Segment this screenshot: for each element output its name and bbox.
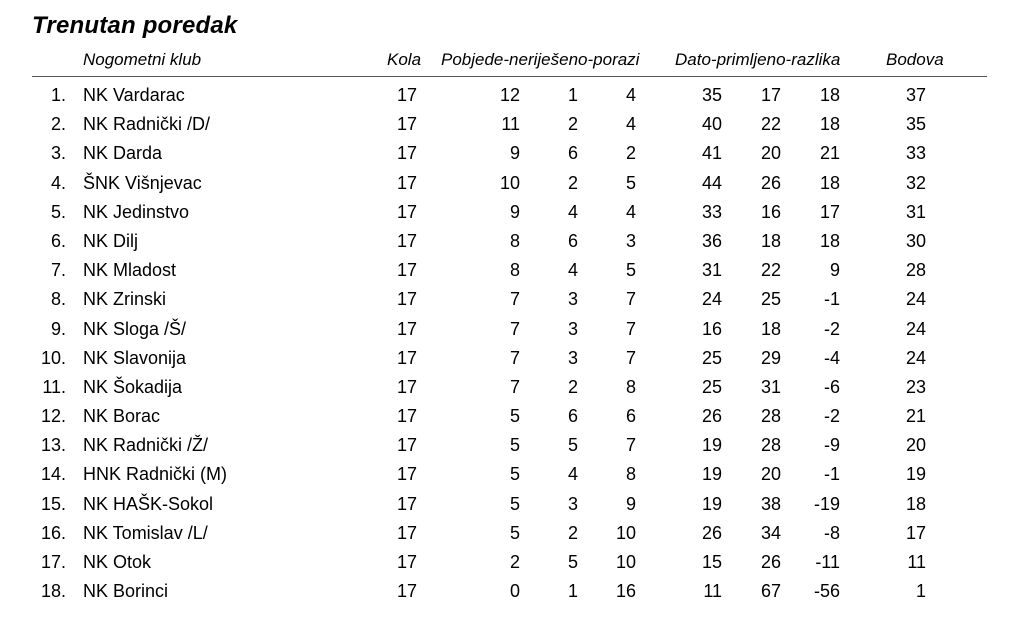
goals-against-cell: 28 xyxy=(760,406,781,427)
wins-cell: 8 xyxy=(509,260,520,281)
losses-cell: 10 xyxy=(615,552,636,572)
club-name-cell: NK Slavonija xyxy=(83,347,187,368)
wins-cell: 5 xyxy=(509,522,520,543)
goal-difference-cell: -2 xyxy=(823,406,840,427)
losses-cell: 5 xyxy=(625,172,636,193)
header-club: Nogometni klub xyxy=(83,50,202,69)
wins-cell: 10 xyxy=(499,172,520,193)
table-row xyxy=(0,548,1030,577)
goals-against-cell: 18 xyxy=(760,318,781,339)
table-row xyxy=(0,460,1030,489)
draws-cell: 2 xyxy=(567,172,578,193)
header-points: Bodova xyxy=(886,50,944,69)
goals-for-cell: 41 xyxy=(701,143,722,164)
points-cell: 21 xyxy=(905,406,926,427)
points-cell: 24 xyxy=(905,318,926,339)
played-cell: 17 xyxy=(396,143,417,164)
goals-for-cell: 25 xyxy=(701,347,722,368)
losses-cell: 4 xyxy=(625,114,636,135)
position-cell: 9. xyxy=(50,318,66,339)
wins-cell: 5 xyxy=(509,493,520,514)
table-row xyxy=(0,227,1030,256)
wins-cell: 5 xyxy=(509,406,520,427)
draws-cell: 4 xyxy=(567,464,578,485)
standings-table xyxy=(0,81,1030,606)
goals-for-cell: 25 xyxy=(701,376,722,397)
goal-difference-cell: -2 xyxy=(823,318,840,339)
losses-cell: 10 xyxy=(615,522,636,543)
wins-cell: 7 xyxy=(509,347,520,368)
table-row xyxy=(0,110,1030,139)
position-cell: 13. xyxy=(40,435,66,456)
club-name-cell: NK Zrinski xyxy=(83,289,167,310)
club-name-cell: NK HAŠK-Sokol xyxy=(83,493,214,514)
draws-cell: 3 xyxy=(567,347,578,368)
losses-cell: 9 xyxy=(625,493,636,514)
goals-for-cell: 44 xyxy=(701,172,722,193)
losses-cell: 8 xyxy=(625,464,636,485)
goals-for-cell: 19 xyxy=(701,435,722,456)
goals-against-cell: 29 xyxy=(760,347,781,368)
position-cell: 17. xyxy=(40,552,66,572)
goals-for-cell: 31 xyxy=(701,260,722,281)
club-name-cell: NK Borinci xyxy=(83,581,169,602)
club-name-cell: NK Darda xyxy=(83,143,163,164)
goals-against-cell: 67 xyxy=(760,581,781,602)
position-cell: 2. xyxy=(50,114,66,135)
played-cell: 17 xyxy=(396,260,417,281)
table-row xyxy=(0,256,1030,285)
points-cell: 20 xyxy=(905,435,926,456)
position-cell: 8. xyxy=(50,289,66,310)
position-cell: 6. xyxy=(50,230,66,251)
points-cell: 35 xyxy=(905,114,926,135)
draws-cell: 3 xyxy=(567,493,578,514)
losses-cell: 4 xyxy=(625,201,636,222)
goals-for-cell: 16 xyxy=(701,318,722,339)
points-cell: 31 xyxy=(905,201,926,222)
wins-cell: 7 xyxy=(509,289,520,310)
played-cell: 17 xyxy=(396,172,417,193)
goal-difference-cell: -19 xyxy=(813,493,840,514)
wins-cell: 5 xyxy=(509,464,520,485)
wins-cell: 2 xyxy=(509,552,520,572)
draws-cell: 5 xyxy=(567,435,578,456)
points-cell: 33 xyxy=(905,143,926,164)
played-cell: 17 xyxy=(396,581,417,602)
table-row xyxy=(0,81,1030,110)
losses-cell: 4 xyxy=(625,85,636,105)
goals-for-cell: 40 xyxy=(701,114,722,135)
goal-difference-cell: -4 xyxy=(823,347,840,368)
goal-difference-cell: -56 xyxy=(813,581,840,602)
position-cell: 3. xyxy=(50,143,66,164)
goals-for-cell: 24 xyxy=(701,289,722,310)
table-row xyxy=(0,431,1030,460)
draws-cell: 3 xyxy=(567,318,578,339)
position-cell: 1. xyxy=(50,85,66,105)
points-cell: 17 xyxy=(905,522,926,543)
goals-against-cell: 26 xyxy=(760,552,781,572)
points-cell: 28 xyxy=(905,260,926,281)
table-row xyxy=(0,285,1030,314)
position-cell: 11. xyxy=(42,376,66,397)
club-name-cell: NK Borac xyxy=(83,406,161,427)
table-row xyxy=(0,577,1030,606)
goals-for-cell: 15 xyxy=(701,552,722,572)
played-cell: 17 xyxy=(396,522,417,543)
club-name-cell: HNK Radnički (M) xyxy=(83,464,228,485)
page-title: Trenutan poredak xyxy=(32,12,238,39)
header-goals: Dato-primljeno-razlika xyxy=(675,50,841,69)
draws-cell: 4 xyxy=(567,201,578,222)
played-cell: 17 xyxy=(396,464,417,485)
losses-cell: 2 xyxy=(625,143,636,164)
goals-for-cell: 26 xyxy=(701,406,722,427)
wins-cell: 0 xyxy=(509,581,520,602)
played-cell: 17 xyxy=(396,230,417,251)
header-played: Kola xyxy=(387,50,422,69)
goals-for-cell: 36 xyxy=(701,230,722,251)
club-name-cell: NK Otok xyxy=(83,552,152,572)
table-row xyxy=(0,315,1030,344)
wins-cell: 9 xyxy=(509,143,520,164)
goals-for-cell: 35 xyxy=(701,85,722,105)
position-cell: 4. xyxy=(50,172,66,193)
wins-cell: 7 xyxy=(509,376,520,397)
wins-cell: 7 xyxy=(509,318,520,339)
played-cell: 17 xyxy=(396,406,417,427)
goal-difference-cell: -11 xyxy=(815,552,840,572)
goals-against-cell: 31 xyxy=(760,376,781,397)
draws-cell: 6 xyxy=(567,230,578,251)
club-name-cell: NK Dilj xyxy=(83,230,139,251)
goal-difference-cell: -9 xyxy=(823,435,840,456)
club-name-cell: NK Šokadija xyxy=(83,376,183,397)
goals-for-cell: 26 xyxy=(701,522,722,543)
position-cell: 10. xyxy=(40,347,66,368)
club-name-cell: NK Radnički /D/ xyxy=(83,114,211,135)
played-cell: 17 xyxy=(396,552,417,572)
position-cell: 5. xyxy=(50,201,66,222)
points-cell: 11 xyxy=(907,552,926,572)
goal-difference-cell: -1 xyxy=(823,464,840,485)
goal-difference-cell: 17 xyxy=(819,201,840,222)
goals-for-cell: 33 xyxy=(701,201,722,222)
played-cell: 17 xyxy=(396,347,417,368)
points-cell: 37 xyxy=(905,85,926,105)
goals-against-cell: 16 xyxy=(760,201,781,222)
goal-difference-cell: 18 xyxy=(819,114,840,135)
table-row xyxy=(0,519,1030,548)
club-name-cell: NK Radnički /Ž/ xyxy=(83,435,209,456)
losses-cell: 7 xyxy=(625,347,636,368)
points-cell: 24 xyxy=(905,289,926,310)
table-row xyxy=(0,402,1030,431)
goals-for-cell: 19 xyxy=(701,493,722,514)
position-cell: 16. xyxy=(40,522,66,543)
table-row xyxy=(0,169,1030,198)
wins-cell: 8 xyxy=(509,230,520,251)
club-name-cell: NK Mladost xyxy=(83,260,177,281)
played-cell: 17 xyxy=(396,318,417,339)
draws-cell: 4 xyxy=(567,260,578,281)
club-name-cell: NK Jedinstvo xyxy=(83,201,190,222)
losses-cell: 7 xyxy=(625,435,636,456)
goals-against-cell: 25 xyxy=(760,289,781,310)
losses-cell: 16 xyxy=(615,581,636,602)
table-row xyxy=(0,198,1030,227)
draws-cell: 2 xyxy=(567,376,578,397)
wins-cell: 9 xyxy=(509,201,520,222)
points-cell: 23 xyxy=(905,376,926,397)
draws-cell: 6 xyxy=(567,143,578,164)
losses-cell: 8 xyxy=(625,376,636,397)
table-row xyxy=(0,139,1030,168)
wins-cell: 5 xyxy=(509,435,520,456)
goals-for-cell: 11 xyxy=(703,581,722,602)
position-cell: 15. xyxy=(40,493,66,514)
points-cell: 24 xyxy=(905,347,926,368)
draws-cell: 2 xyxy=(567,522,578,543)
goal-difference-cell: -8 xyxy=(823,522,840,543)
goal-difference-cell: -1 xyxy=(823,289,840,310)
position-cell: 12. xyxy=(40,406,66,427)
points-cell: 1 xyxy=(915,581,926,602)
goal-difference-cell: 18 xyxy=(819,230,840,251)
goals-against-cell: 34 xyxy=(760,522,781,543)
goal-difference-cell: 18 xyxy=(819,85,840,105)
played-cell: 17 xyxy=(396,493,417,514)
table-row xyxy=(0,373,1030,402)
position-cell: 14. xyxy=(40,464,66,485)
draws-cell: 2 xyxy=(567,114,578,135)
goals-against-cell: 17 xyxy=(760,85,781,105)
played-cell: 17 xyxy=(396,289,417,310)
played-cell: 17 xyxy=(396,435,417,456)
goals-against-cell: 28 xyxy=(760,435,781,456)
club-name-cell: NK Sloga /Š/ xyxy=(83,318,187,339)
wins-cell: 12 xyxy=(499,85,520,105)
played-cell: 17 xyxy=(396,85,417,105)
goal-difference-cell: 18 xyxy=(819,172,840,193)
club-name-cell: NK Vardarac xyxy=(83,85,185,105)
club-name-cell: ŠNK Višnjevac xyxy=(83,172,202,193)
played-cell: 17 xyxy=(396,114,417,135)
wins-cell: 11 xyxy=(501,114,520,135)
points-cell: 19 xyxy=(905,464,926,485)
goals-for-cell: 19 xyxy=(701,464,722,485)
points-cell: 32 xyxy=(905,172,926,193)
draws-cell: 3 xyxy=(567,289,578,310)
club-name-cell: NK Tomislav /L/ xyxy=(83,522,208,543)
goals-against-cell: 22 xyxy=(760,260,781,281)
losses-cell: 7 xyxy=(625,318,636,339)
goal-difference-cell: -6 xyxy=(823,376,840,397)
goals-against-cell: 20 xyxy=(760,464,781,485)
goal-difference-cell: 9 xyxy=(829,260,840,281)
played-cell: 17 xyxy=(396,201,417,222)
goals-against-cell: 18 xyxy=(760,230,781,251)
losses-cell: 3 xyxy=(625,230,636,251)
losses-cell: 6 xyxy=(625,406,636,427)
draws-cell: 5 xyxy=(567,552,578,572)
draws-cell: 1 xyxy=(567,85,578,105)
points-cell: 30 xyxy=(905,230,926,251)
header-wdl: Pobjede-neriješeno-porazi xyxy=(441,50,640,69)
draws-cell: 1 xyxy=(567,581,578,602)
losses-cell: 5 xyxy=(625,260,636,281)
goal-difference-cell: 21 xyxy=(819,143,840,164)
header-divider xyxy=(32,76,987,77)
played-cell: 17 xyxy=(396,376,417,397)
goals-against-cell: 26 xyxy=(760,172,781,193)
goals-against-cell: 20 xyxy=(760,143,781,164)
points-cell: 18 xyxy=(905,493,926,514)
draws-cell: 6 xyxy=(567,406,578,427)
losses-cell: 7 xyxy=(625,289,636,310)
position-cell: 7. xyxy=(50,260,66,281)
table-row xyxy=(0,490,1030,519)
goals-against-cell: 38 xyxy=(760,493,781,514)
goals-against-cell: 22 xyxy=(760,114,781,135)
position-cell: 18. xyxy=(40,581,66,602)
table-row xyxy=(0,344,1030,373)
